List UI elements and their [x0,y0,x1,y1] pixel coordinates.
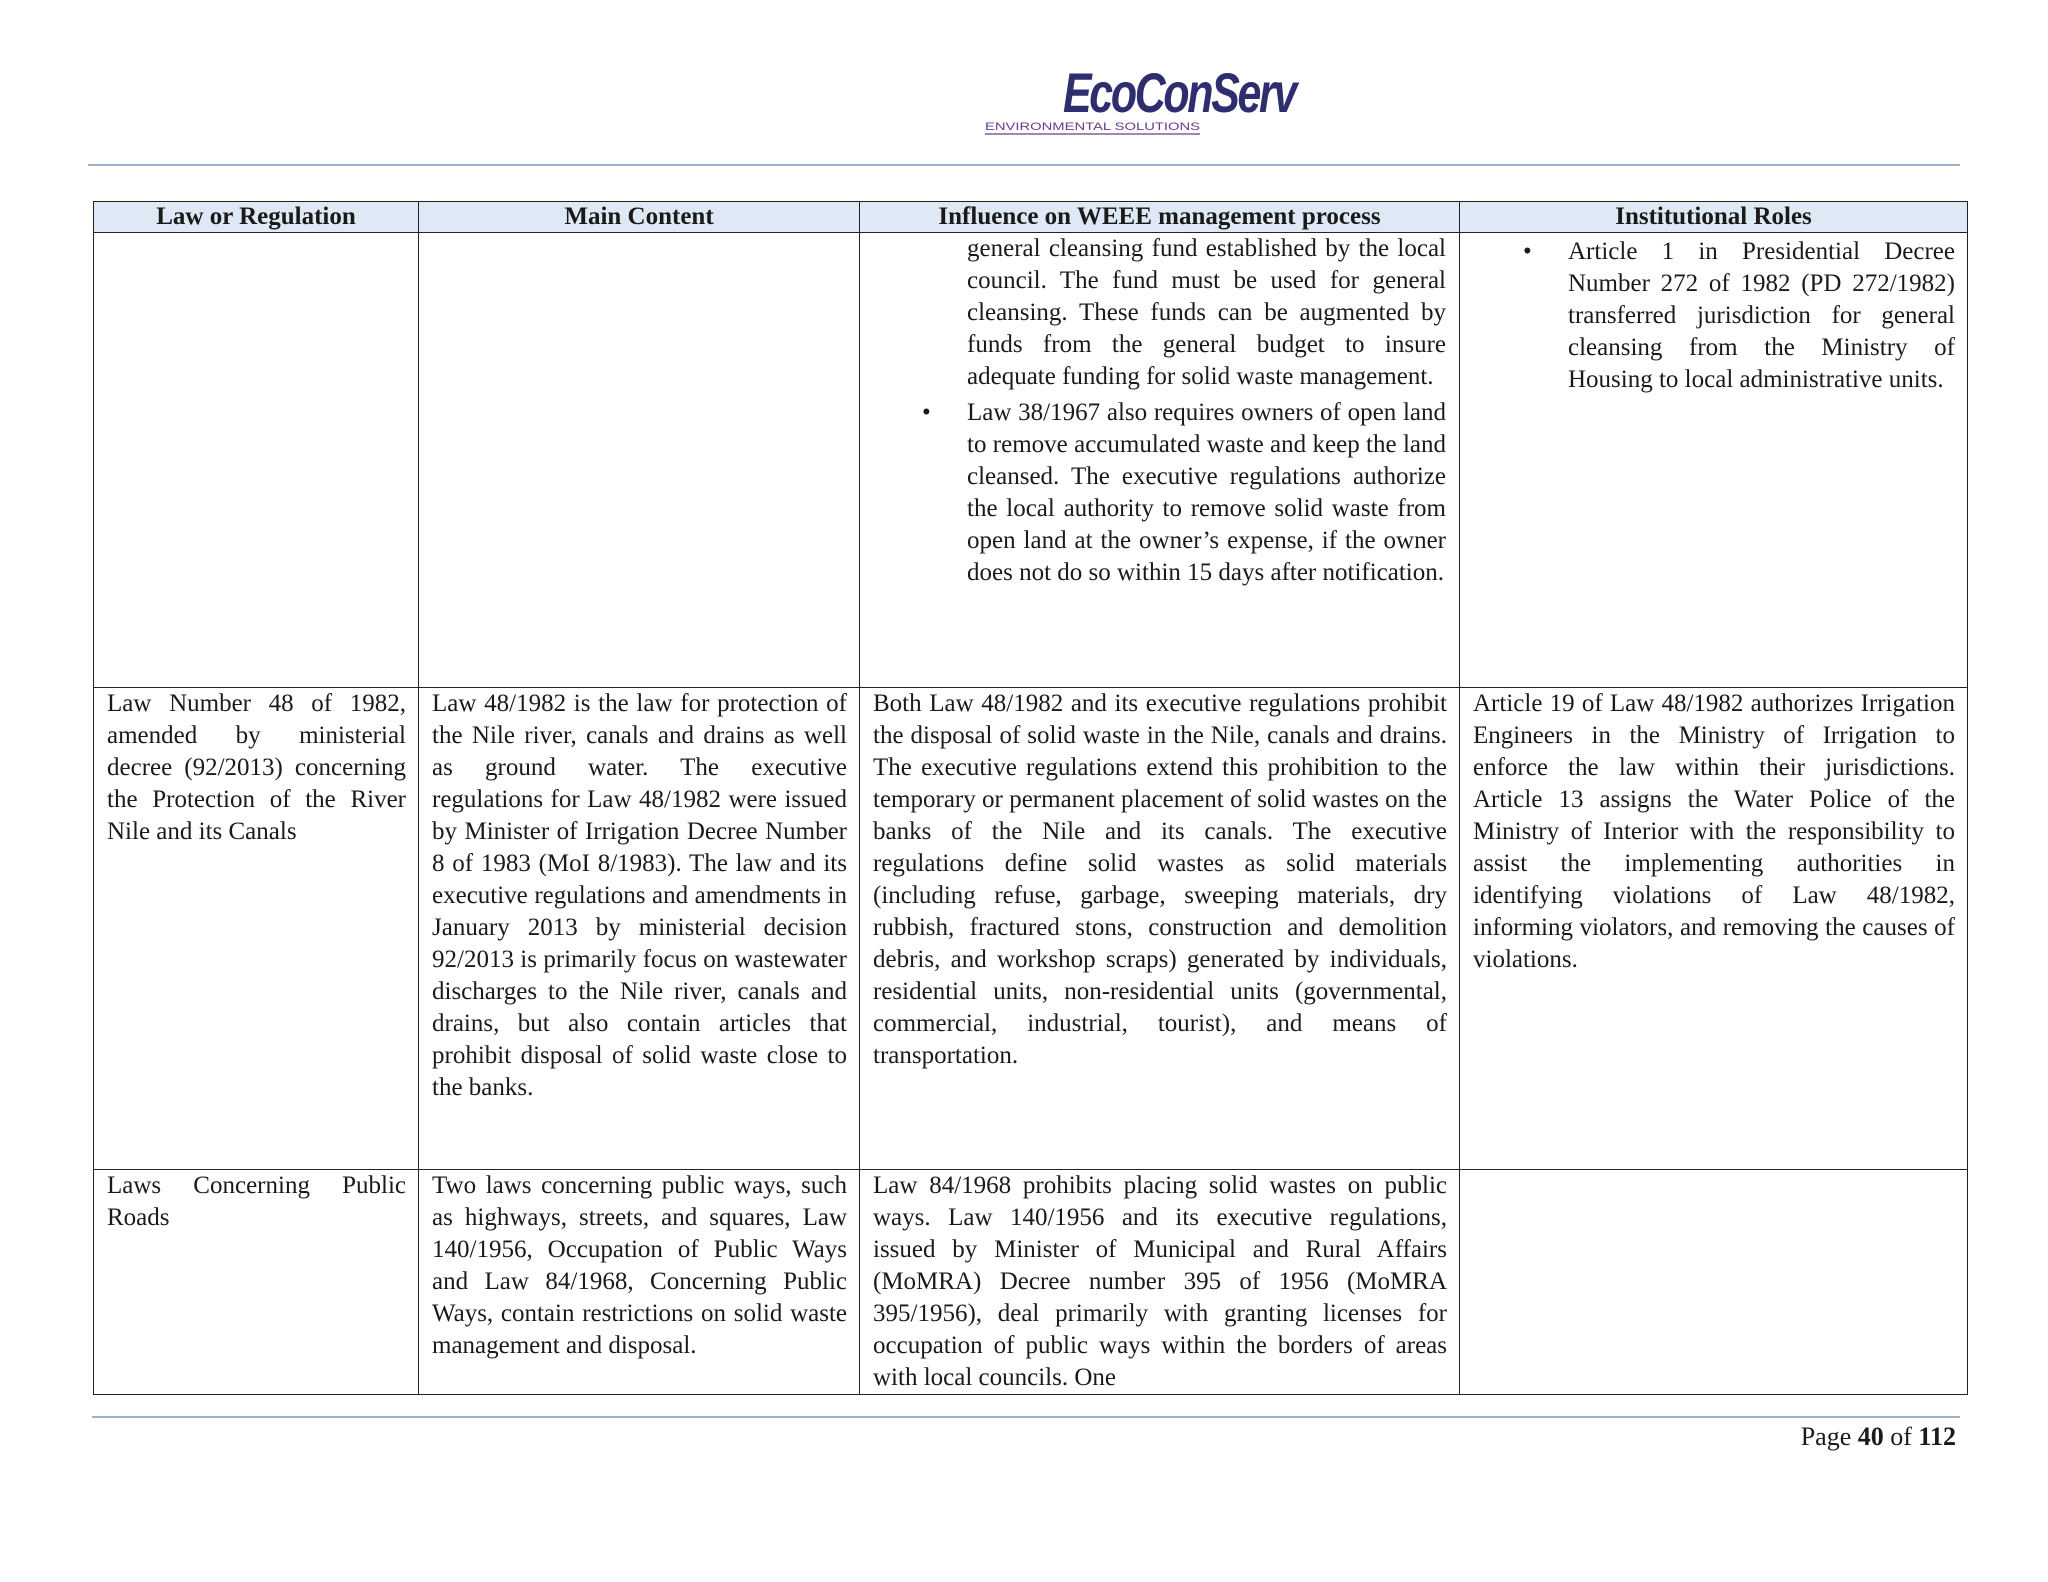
table-row [94,1170,1968,1395]
of-label: of [1890,1422,1912,1451]
cell-influence: Both Law 48/1982 and its executive regulations prohibit the disposal of solid waste in the Nile, canals and drains. The executive regulations extend this prohibition to the temporary or permanent placement of solid wastes on the banks of the Nile and its canals. The executive regulations define solid wastes as solid materials (including refuse, garbage, sweeping materials, dry rubbish, fractured stons, construction and demolition debris, and workshop scraps) generated by individuals, residential units, non-residential units (governmental, commercial, industrial, tourist), and means of transportation. [860,688,1460,1170]
influence-bullet-list [873,233,1446,589]
bullet-text: Article 1 in Presidential Decree Number 272 of 1982 (PD 272/1982) transferred jurisdiction for general cleansing from the Ministry of Housing to local administrative units. [1568,238,1955,393]
cell-influence [860,233,1460,688]
list-item [873,233,1446,393]
list-item [1473,236,1955,396]
table-row [94,233,1968,688]
logo-tagline: ENVIRONMENTAL SOLUTIONS [985,121,1200,133]
page-label: Page [1800,1422,1852,1451]
cell-roles: Article 19 of Law 48/1982 authorizes Irrigation Engineers in the Ministry of Irrigation to enforce the law within their jurisdictions. Article 13 assigns the Water Police of the Ministry of Interior with the responsibility to assist the implementing authorities in identifying violations of Law 48/1982, informing violators, and removing the causes of violations. [1460,688,1968,1170]
footer-rule [92,1416,1960,1418]
header-rule [88,164,1960,166]
bullet-icon: • [1523,238,1532,265]
bullet-icon: • [922,399,931,426]
roles-bullet-list [1473,236,1955,396]
cell-influence: Law 84/1968 prohibits placing solid wastes on public ways. Law 140/1956 and its executive regulations, issued by Minister of Municipal and Rural Affairs (MoMRA) Decree number 395 of 1956 (MoMRA 395/1956), deal primarily with granting licenses for occupation of public ways within the borders of areas with local councils. One [860,1170,1460,1395]
bullet-text: Law 38/1967 also requires owners of open land to remove accumulated waste and keep the land cleansed. The executive regulations authorize the local authority to remove solid waste from open land at the owner’s expense, if the owner does not do so within 15 days after notification. [967,399,1446,586]
cell-content: Two laws concerning public ways, such as highways, streets, and squares, Law 140/1956, Occupation of Public Ways and Law 84/1968, Concerning Public Ways, contain restrictions on solid waste management and disposal. [419,1170,860,1395]
cell-roles [1460,233,1968,688]
regulations-table [93,201,1968,1395]
table-row [94,688,1968,1170]
header-influence: Influence on WEEE management process [860,202,1460,233]
cell-law: Laws Concerning Public Roads [94,1170,419,1395]
header-roles: Institutional Roles [1460,202,1968,233]
logo-wordmark: EcoConServ [1063,61,1300,124]
bullet-text: general cleansing fund established by the local council. The fund must be used for general cleansing. These funds can be augmented by funds from the general budget to insure adequate funding for solid waste management. [967,235,1446,390]
cell-content [419,233,860,688]
list-item [873,397,1446,589]
cell-law [94,233,419,688]
cell-content: Law 48/1982 is the law for protection of the Nile river, canals and drains as well as ground water. The executive regulations for Law 48/1982 were issued by Minister of Irrigation Decree Number 8 of 1983 (MoI 8/1983). The law and its executive regulations and amendments in January 2013 by ministerial decision 92/2013 is primarily focus on wastewater discharges to the Nile river, canals and drains, but also contain articles that prohibit disposal of solid waste close to the banks. [419,688,860,1170]
company-logo [985,62,1305,138]
page-total: 112 [1918,1422,1956,1451]
page-footer [1801,1421,1956,1453]
cell-law: Law Number 48 of 1982, amended by ministerial decree (92/2013) concerning the Protection of the River Nile and its Canals [94,688,419,1170]
header-content: Main Content [419,202,860,233]
page-number: 40 [1857,1422,1884,1451]
cell-roles [1460,1170,1968,1395]
table-header-row [94,202,1968,233]
header-law: Law or Regulation [94,202,419,233]
